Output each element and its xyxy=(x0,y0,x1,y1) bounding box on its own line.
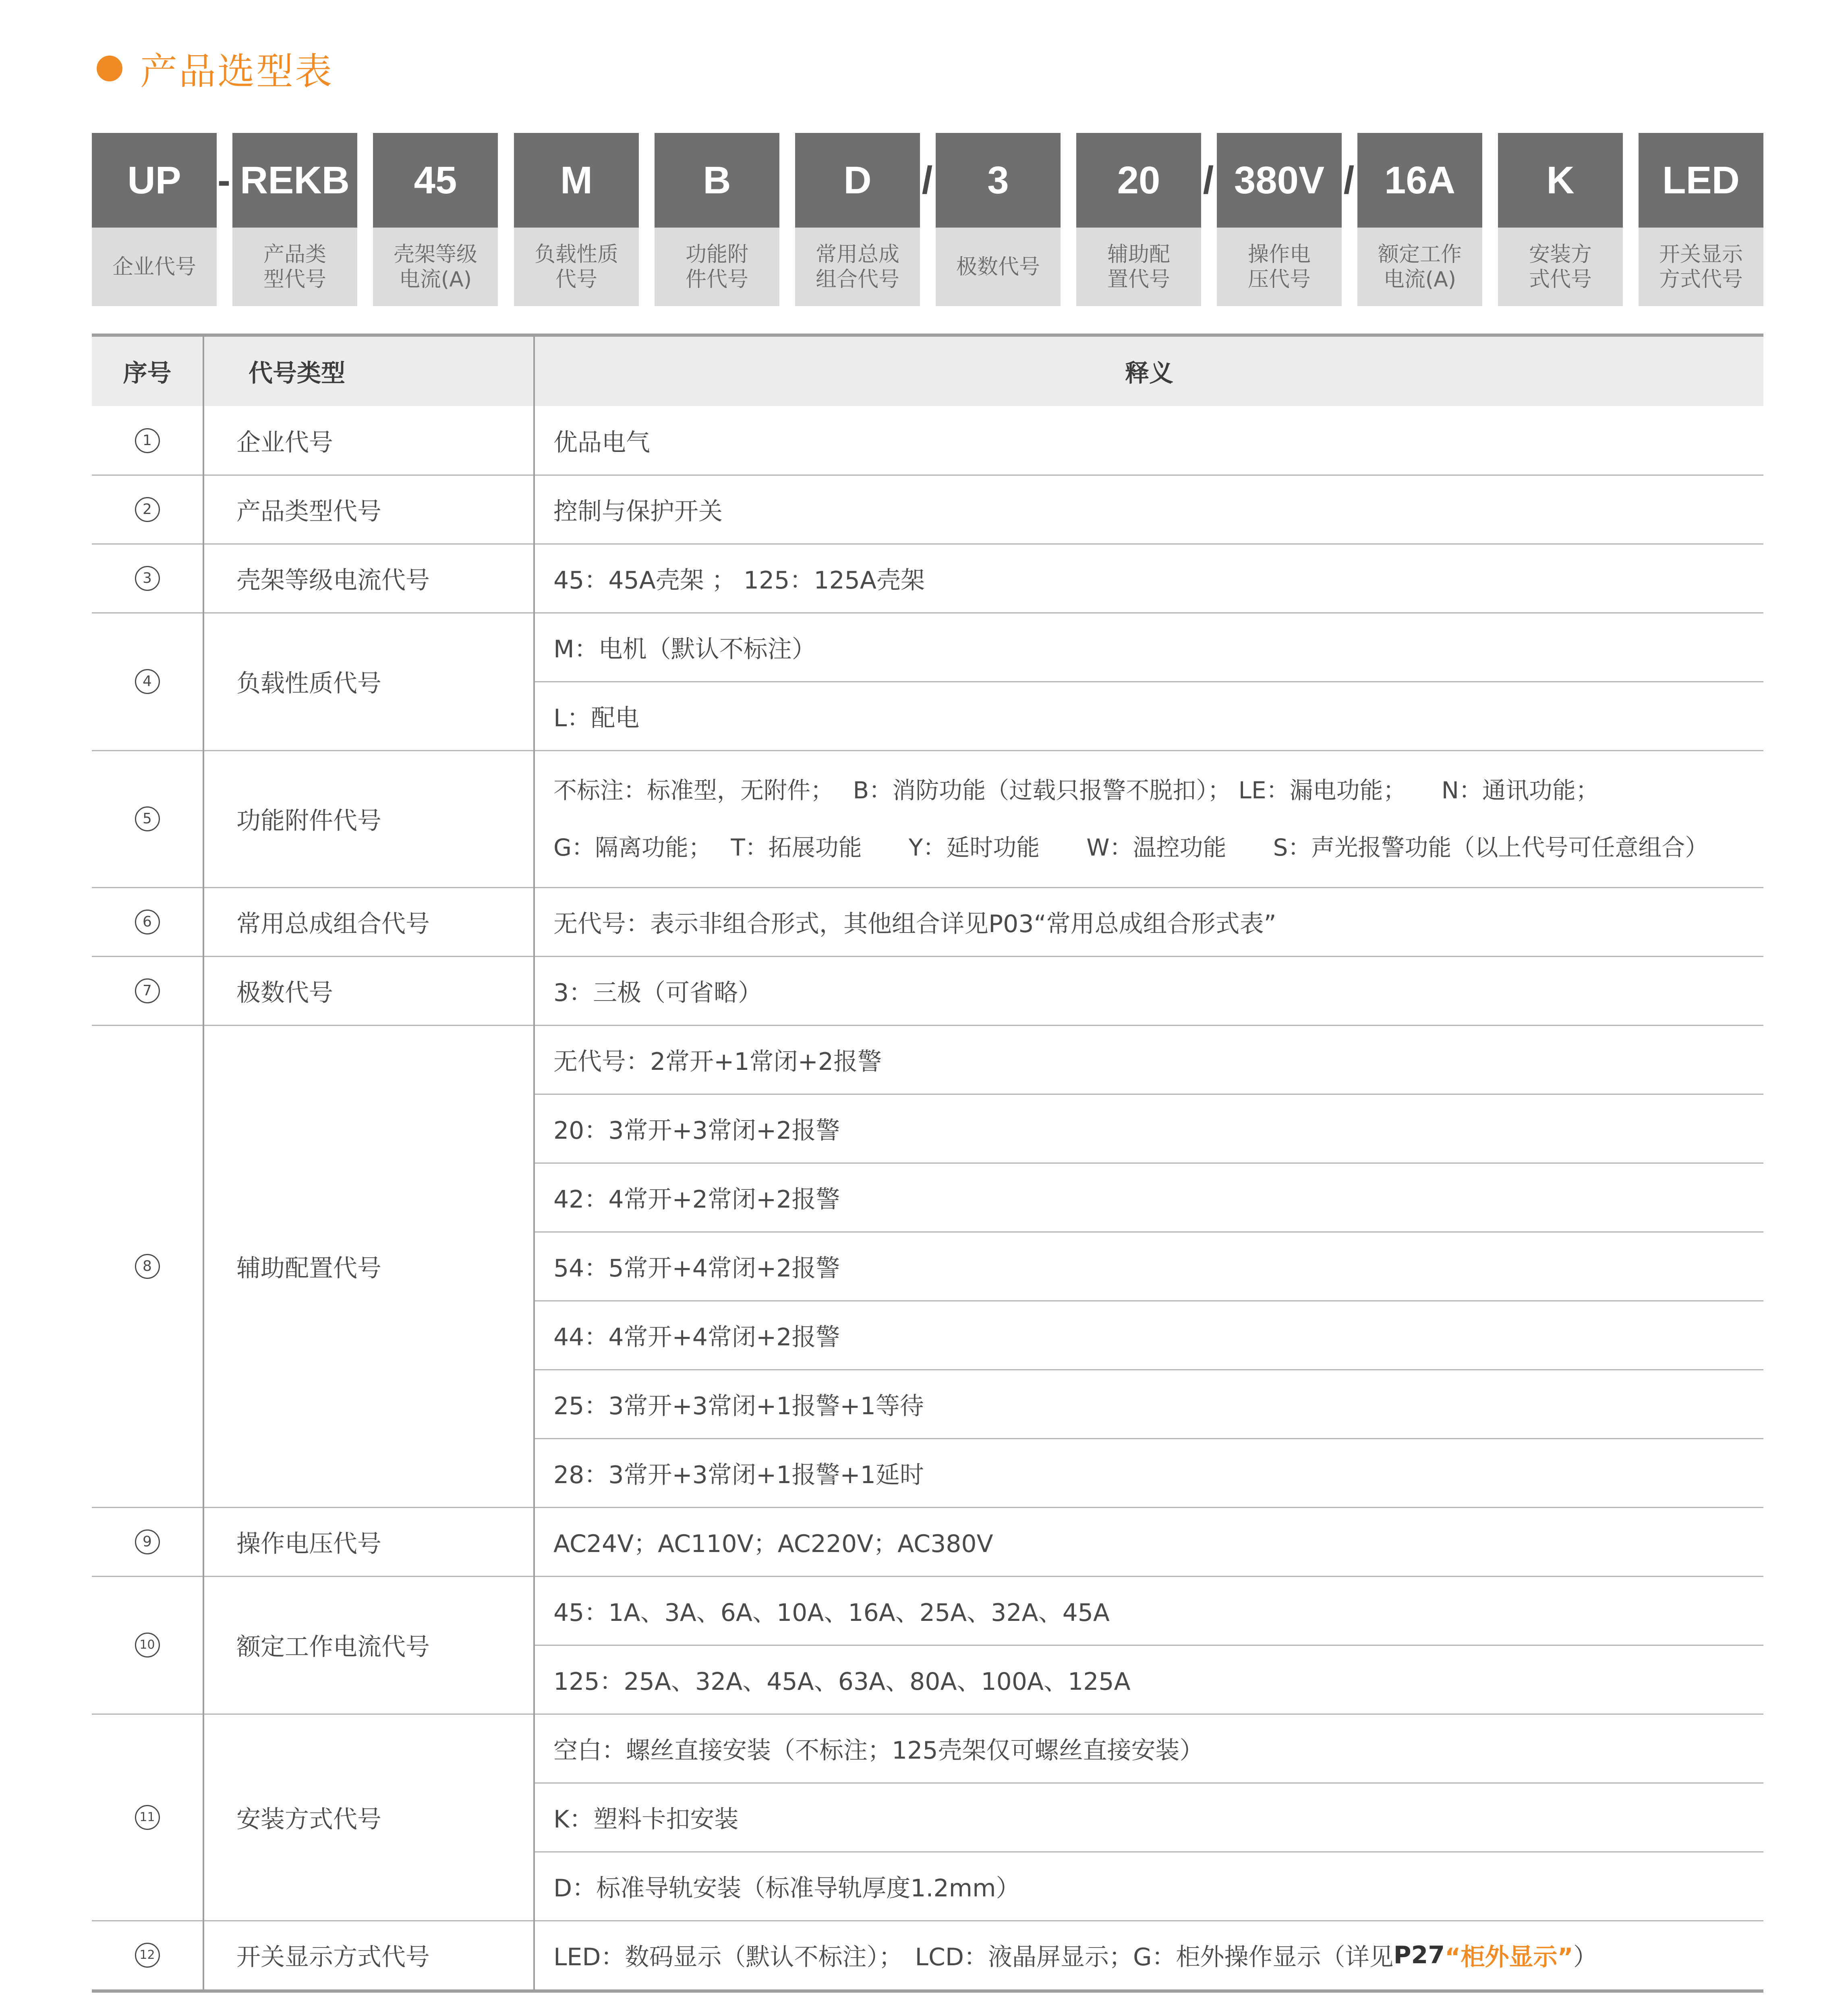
section-title xyxy=(97,44,334,93)
code-value: 3 xyxy=(936,133,1061,228)
code-type: 企业代号 xyxy=(236,428,333,457)
circled-number: 4 xyxy=(135,669,160,694)
code-box-5 xyxy=(655,133,779,306)
page-reference: P27 xyxy=(1393,1941,1445,1969)
code-value: B xyxy=(655,133,779,228)
description-cell xyxy=(535,750,1763,887)
description-text: LED：数码显示（默认不标注）； LCD：液晶屏显示；G：柜外操作显示（详见 xyxy=(553,1943,1394,1971)
description-cell: 28：3常开+3常闭+1报警+1延时 xyxy=(553,1461,924,1489)
code-type: 极数代号 xyxy=(236,978,333,1007)
code-value: K xyxy=(1498,133,1623,228)
circled-number: 2 xyxy=(135,497,160,522)
code-box-9 xyxy=(1217,133,1342,306)
description-cell: 45：1A、3A、6A、10A、16A、25A、32A、45A xyxy=(553,1598,1110,1627)
code-label: 负载性质 代号 xyxy=(514,228,639,306)
circled-number: 10 xyxy=(135,1633,160,1658)
code-label: 壳架等级 电流(A) xyxy=(373,228,498,306)
row-number xyxy=(92,475,203,544)
description-line: G：隔离功能； T：拓展功能 Y：延时功能 W：温控功能 S：声光报警功能（以上代号可任意组合） xyxy=(553,834,1709,861)
code-label: 操作电 压代号 xyxy=(1217,228,1342,306)
description-cell: 44：4常开+4常闭+2报警 xyxy=(553,1323,840,1351)
code-separator: / xyxy=(1343,158,1355,202)
section-title-text: 产品选型表 xyxy=(140,50,334,93)
code-box-8 xyxy=(1076,133,1201,306)
description-cell: 42：4常开+2常闭+2报警 xyxy=(553,1185,840,1214)
description-cell: 无代号：2常开+1常闭+2报警 xyxy=(553,1047,882,1076)
description-cell: 54：5常开+4常闭+2报警 xyxy=(553,1254,840,1283)
description-cell: 控制与保护开关 xyxy=(553,497,723,526)
circled-number: 11 xyxy=(135,1805,160,1830)
code-label: 极数代号 xyxy=(936,228,1061,306)
header-no: 序号 xyxy=(123,359,172,387)
code-type: 壳架等级电流代号 xyxy=(236,566,430,595)
row-number xyxy=(92,544,203,613)
description-cell: D：标准导轨安装（标准导轨厚度1.2mm） xyxy=(553,1874,1020,1902)
circled-number: 5 xyxy=(135,806,160,831)
code-value: REKB xyxy=(232,133,357,228)
description-cell: AC24V；AC110V；AC220V；AC380V xyxy=(553,1529,993,1558)
code-box-6 xyxy=(795,133,920,306)
row-number xyxy=(92,1025,203,1507)
code-value: 45 xyxy=(373,133,498,228)
cabinet-display-link[interactable]: “柜外显示” xyxy=(1445,1943,1573,1971)
code-value: D xyxy=(795,133,920,228)
code-type: 操作电压代号 xyxy=(236,1529,381,1558)
code-box-3 xyxy=(373,133,498,306)
description-cell: 无代号：表示非组合形式，其他组合详见P03“常用总成组合形式表” xyxy=(553,910,1276,938)
description-cell: K：塑料卡扣安装 xyxy=(553,1805,739,1834)
circled-number: 8 xyxy=(135,1254,160,1279)
circled-number: 3 xyxy=(135,566,160,591)
row-number xyxy=(92,750,203,887)
code-value: LED xyxy=(1639,133,1763,228)
code-type: 安装方式代号 xyxy=(236,1805,381,1834)
code-box-4 xyxy=(514,133,639,306)
row-number xyxy=(92,1714,203,1921)
code-type: 产品类型代号 xyxy=(236,497,381,526)
code-separator: / xyxy=(1203,158,1214,202)
circled-number: 9 xyxy=(135,1529,160,1554)
code-separator: - xyxy=(218,158,230,202)
header-desc: 释义 xyxy=(1125,359,1173,387)
row-number xyxy=(92,613,203,750)
code-box-12 xyxy=(1639,133,1763,306)
description-cell: 空白：螺丝直接安装（不标注；125壳架仅可螺丝直接安装） xyxy=(553,1736,1204,1765)
description-cell: M：电机（默认不标注） xyxy=(553,635,816,663)
code-value: 16A xyxy=(1357,133,1482,228)
code-label: 额定工作 电流(A) xyxy=(1357,228,1482,306)
circled-number: 12 xyxy=(135,1943,160,1968)
description-cell: 20：3常开+3常闭+2报警 xyxy=(553,1116,840,1145)
code-type: 常用总成组合代号 xyxy=(236,910,430,938)
code-value: 380V xyxy=(1217,133,1342,228)
description-text: ） xyxy=(1573,1943,1597,1971)
row-number xyxy=(92,1921,203,1989)
row-number xyxy=(92,406,203,475)
circled-number: 7 xyxy=(135,978,160,1003)
code-value: UP xyxy=(92,133,217,228)
code-label: 安装方 式代号 xyxy=(1498,228,1623,306)
description-line: 不标注：标准型，无附件； B：消防功能（过载只报警不脱扣）； LE：漏电功能； N：通讯功能； xyxy=(553,777,1599,804)
code-value: 20 xyxy=(1076,133,1201,228)
code-box-1 xyxy=(92,133,217,306)
code-separator: / xyxy=(922,158,933,202)
row-number xyxy=(92,1576,203,1714)
row-number xyxy=(92,887,203,956)
code-label: 功能附 件代号 xyxy=(655,228,779,306)
code-box-11 xyxy=(1498,133,1623,306)
code-box-2 xyxy=(232,133,357,306)
bullet-dot-icon xyxy=(97,56,122,81)
description-cell: 3：三极（可省略） xyxy=(553,978,762,1007)
code-label: 常用总成 组合代号 xyxy=(795,228,920,306)
code-type: 功能附件代号 xyxy=(236,807,381,835)
row-number xyxy=(92,956,203,1025)
code-type: 辅助配置代号 xyxy=(236,1254,381,1283)
code-label: 开关显示 方式代号 xyxy=(1639,228,1763,306)
code-box-10 xyxy=(1357,133,1482,306)
code-label: 企业代号 xyxy=(92,228,217,306)
code-type: 额定工作电流代号 xyxy=(236,1633,430,1661)
code-type: 开关显示方式代号 xyxy=(236,1943,430,1971)
code-label: 产品类 型代号 xyxy=(232,228,357,306)
description-cell: 45：45A壳架 ； 125：125A壳架 xyxy=(553,566,925,595)
circled-number: 6 xyxy=(135,910,160,934)
description-cell xyxy=(535,1921,1763,1989)
description-cell: 优品电气 xyxy=(553,428,650,457)
code-type: 负载性质代号 xyxy=(236,669,381,698)
table-header-row xyxy=(92,334,1763,406)
selection-table xyxy=(92,334,1763,1971)
description-cell: L：配电 xyxy=(553,704,640,732)
row-number xyxy=(92,1507,203,1576)
description-cell: 125：25A、32A、45A、63A、80A、100A、125A xyxy=(553,1667,1131,1696)
code-label: 辅助配 置代号 xyxy=(1076,228,1201,306)
code-box-7 xyxy=(936,133,1061,306)
code-value: M xyxy=(514,133,639,228)
description-cell: 25：3常开+3常闭+1报警+1等待 xyxy=(553,1392,924,1420)
header-type: 代号类型 xyxy=(249,359,345,387)
circled-number: 1 xyxy=(135,428,160,453)
